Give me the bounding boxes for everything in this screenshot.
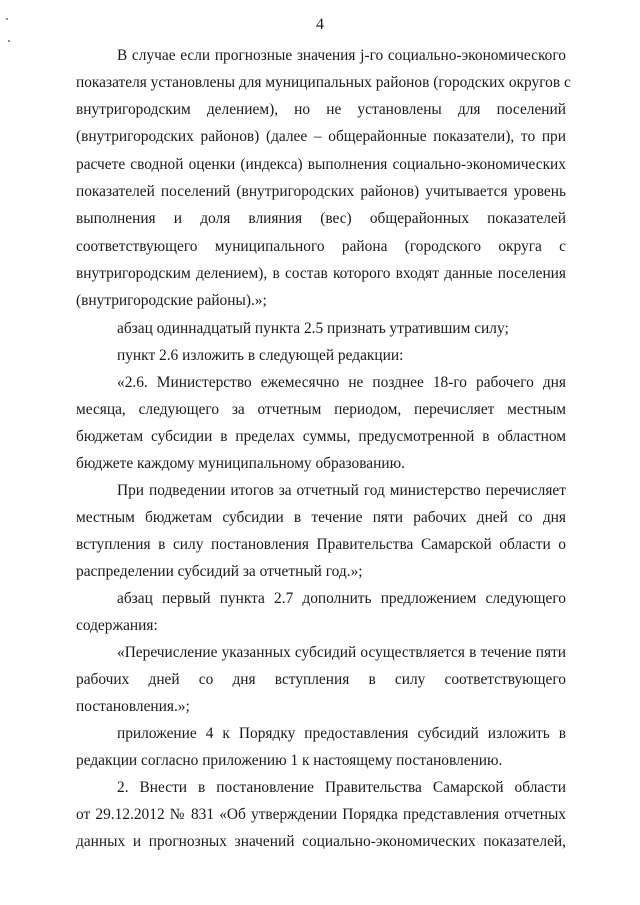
text-line: внутригородским делением), но не установлены для поселений [76,101,566,118]
text-line: рабочих дней со дня вступления в силу соответствующего [76,671,566,688]
text-line: 2. Внести в постановление Правительства Самарской области [117,779,566,796]
text-line: «Перечисление указанных субсидий осуществляется в течение пяти [117,644,566,661]
text-line: «2.6. Министерство ежемесячно не позднее 18-го рабочего дня [117,374,566,391]
text-line: (внутригородских районов) (далее – общерайонные показатели), то при [76,128,566,145]
text-line: бюджете каждому муниципальному образованию. [76,455,405,472]
text-line: приложение 4 к Порядку предоставления субсидий изложить в [117,725,566,742]
text-line: вступления в силу постановления Правительства Самарской области о [76,536,566,553]
text-line: соответствующего муниципального района (городского округа с [76,238,566,255]
text-line: бюджетам субсидии в пределах суммы, предусмотренной в областном [76,428,566,445]
page-number: 4 [316,16,324,33]
text-line: редакции согласно приложению 1 к настоящему постановлению. [76,752,503,769]
text-line: абзац первый пункта 2.7 дополнить предложением следующего [117,590,566,607]
text-line: постановления.»; [76,698,190,715]
text-line: содержания: [76,617,158,634]
text-line: выполнения и доля влияния (вес) общерайонных показателей [76,210,566,227]
text-line: расчете сводной оценки (индекса) выполнения социально-экономических [76,156,566,173]
text-line: В случае если прогнозные значения j-го социально-экономического [117,47,566,64]
text-line: месяца, следующего за отчетным периодом, перечисляет местным [76,401,566,418]
text-line: пункт 2.6 изложить в следующей редакции: [117,347,404,364]
text-line: показателя установлены для муниципальных районов (городских округов с [76,74,571,91]
text-line: показателей поселений (внутригородских районов) учитывается уровень [76,183,566,200]
text-line: распределении субсидий за отчетный год.»; [76,563,363,580]
text-line: (внутригородские районы).»; [76,292,267,309]
text-line: местным бюджетам субсидии в течение пяти рабочих дней со дня [76,509,566,526]
text-line: внутригородским делением), в состав которого входят данные поселения [76,265,566,282]
text-line: данных и прогнозных значений социально-экономических показателей, [76,833,566,850]
text-line: от 29.12.2012 № 831 «Об утверждении Порядка представления отчетных [76,806,566,823]
text-line: абзац одиннадцатый пункта 2.5 признать утратившим силу; [117,320,509,337]
text-line: При подведении итогов за отчетный год министерство перечисляет [117,482,566,499]
